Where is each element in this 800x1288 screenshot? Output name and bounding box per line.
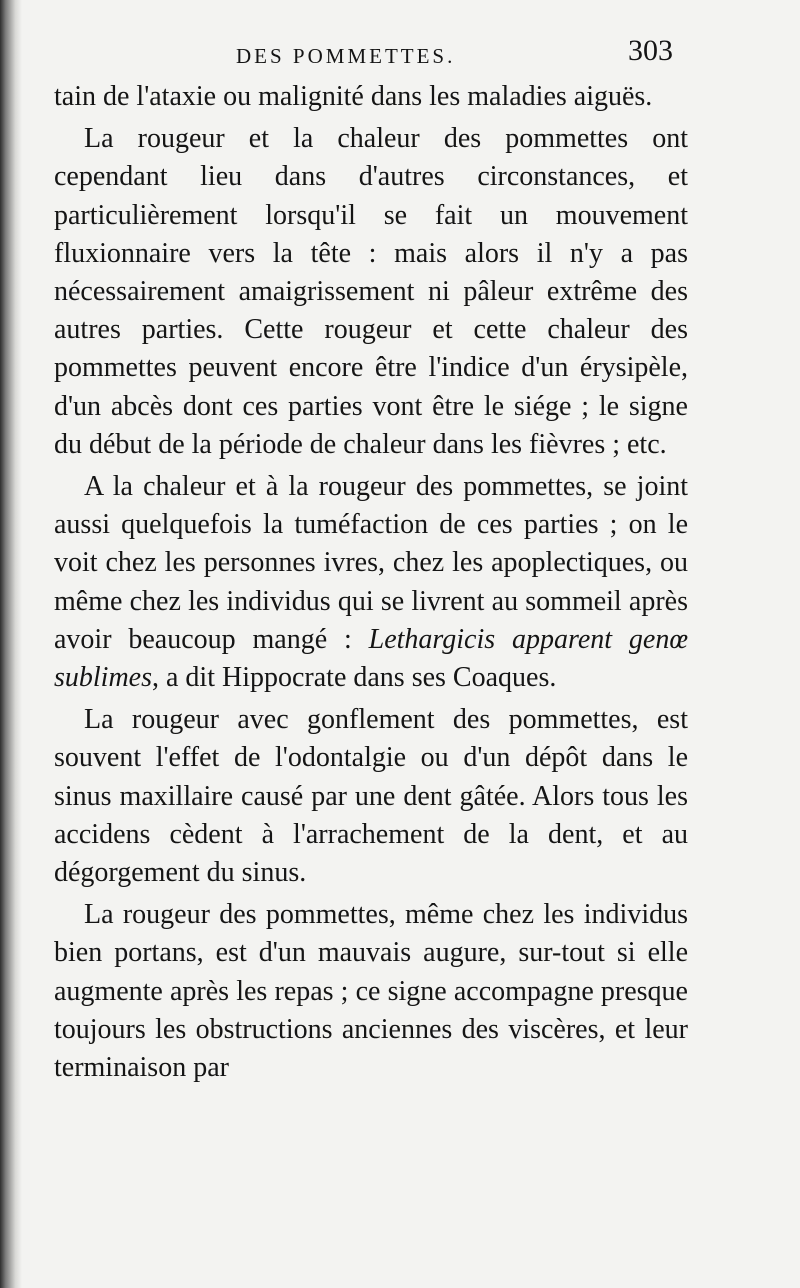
page-gutter-shadow: [0, 0, 22, 1288]
paragraph-text: , a dit Hippocrate dans ses Coaques.: [152, 662, 557, 694]
paragraph: [54, 468, 688, 697]
latin-quotation: Lethargicis apparent genœ sublimes: [54, 623, 689, 694]
paragraph-text: La rougeur et la chaleur des pommettes ont cependant lieu dans d'autres circonstances, et particulièrement lorsqu'il se fait un mouvement fluxionnaire vers la tête : mais alors il n'y a pas nécessairement amaigrissement ni pâleur extrême des autres parties. Cette rougeur et cette chaleur des pommettes peuvent encore être l'indice d'un érysipèle, d'un abcès dont ces parties vont être le siége ; le signe du début de la période de chaleur dans les fièvres ; etc.: [54, 123, 688, 460]
paragraph-text: tain de l'ataxie ou malignité dans les maladies aiguës.: [54, 81, 653, 112]
paragraph: [54, 78, 688, 116]
paragraph: [54, 701, 688, 892]
body-text: [54, 78, 688, 1091]
paragraph-text: La rougeur des pommettes, même chez les individus bien portans, est d'un mauvais augure, sur-tout si elle augmente après les repas ; ce signe accompagne presque toujours les obstructions anciennes des viscères, et leur terminaison par: [54, 899, 688, 1084]
paragraph-text: A la chaleur et à la rougeur des pommettes, se joint aussi quelquefois la tuméfaction de ces parties ; on le voit chez les personnes ivres, chez les apoplectiques, ou même chez les individus qui se livrent au sommeil après avoir beaucoup mangé :: [54, 471, 688, 655]
paragraph: [54, 120, 688, 464]
page-number: 303: [628, 34, 673, 67]
running-title: DES POMMETTES.: [236, 44, 456, 68]
paragraph: [54, 896, 688, 1087]
paragraph-text: La rougeur avec gonflement des pommettes, est souvent l'effet de l'odontalgie ou d'un dépôt dans le sinus maxillaire causé par une dent gâtée. Alors tous les accidens cèdent à l'arrachement de la dent, et au dégorgement du sinus.: [54, 704, 688, 889]
